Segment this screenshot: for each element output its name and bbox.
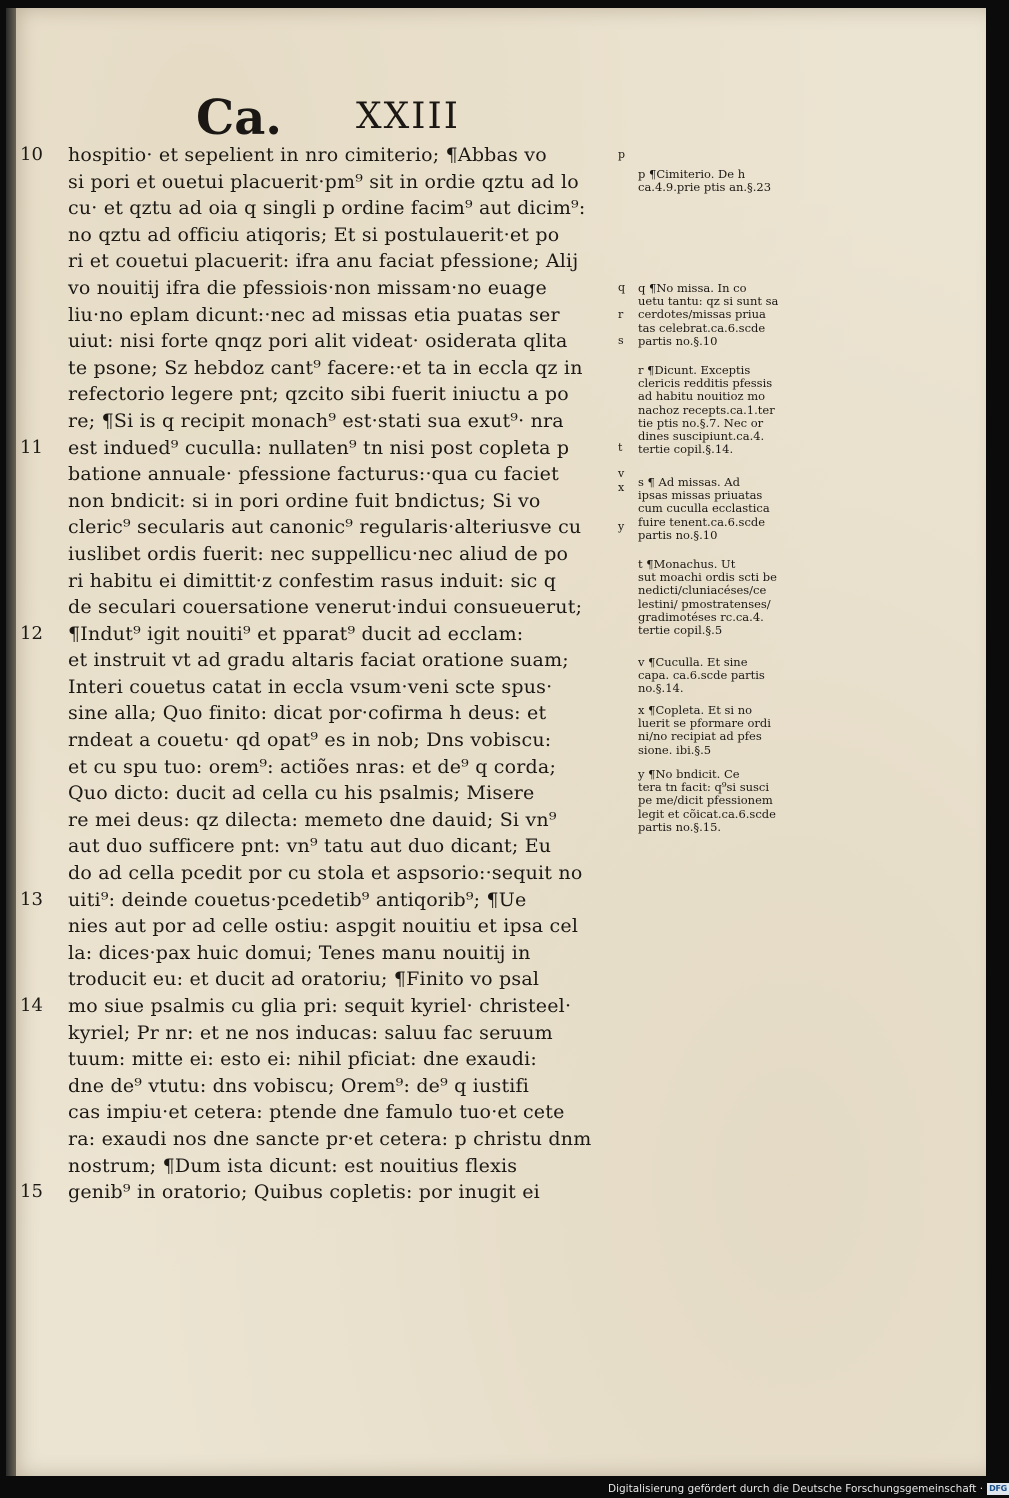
margin-number: 12	[20, 622, 43, 644]
text-line: no qztu ad officiu atiqoris; Et si postulauerit·et po	[68, 223, 560, 246]
annotation-line: v ¶Cuculla. Et sine	[638, 655, 748, 669]
text-line: vo nouitij ifra die pfessiois·non missam·no euage	[68, 276, 547, 299]
page-gutter	[6, 8, 16, 1476]
annotation-line: nachoz recepts.ca.1.ter	[638, 402, 775, 417]
footnote-marker: y	[618, 520, 625, 534]
text-line: de seculari couersatione venerut·indui consueuerut;	[68, 596, 583, 619]
text-line: rndeat a couetu· qd opat⁹ es in nob; Dns vobiscu:	[68, 729, 552, 752]
dfg-logo: DFG	[987, 1483, 1009, 1495]
annotation-line: uetu tantu: qz si sunt sa	[638, 294, 779, 309]
annotation-line: sut moachi ordis scti be	[638, 570, 777, 585]
footnote-marker: t	[618, 440, 623, 454]
annotation-line: lestini/ pmostratenses/	[638, 596, 771, 611]
text-line: la: dices·pax huic domui; Tenes manu nouitij in	[68, 941, 531, 964]
text-line: hospitio· et sepelient in nro cimiterio; ¶Abbas vo	[68, 144, 547, 166]
annotation-line: capa. ca.6.scde partis	[638, 668, 765, 683]
text-line: ri habitu ei dimittit·z confestim rasus induit: sic q	[68, 569, 557, 592]
annotation-line: sione. ibi.§.5	[638, 742, 712, 757]
margin-number: 11	[20, 436, 43, 458]
footer-text: Digitalisierung gefördert durch die Deutsche Forschungsgemeinschaft ·	[608, 1483, 984, 1495]
annotation-line: p ¶Cimiterio. De h	[638, 167, 746, 181]
margin-number: 15	[20, 1181, 43, 1203]
text-line: aut duo sufficere pnt: vn⁹ tatu aut duo dicant; Eu	[68, 835, 552, 858]
text-line: iuslibet ordis fuerit: nec suppellicu·nec aliud de po	[68, 542, 569, 565]
chapter-number: XXIII	[356, 96, 460, 137]
text-line: ¶Indut⁹ igit nouiti⁹ et pparat⁹ ducit ad ecclam:	[68, 622, 524, 645]
annotation-line: clericis redditis pfessis	[638, 376, 773, 391]
annotation-line: tie ptis no.§.7. Nec or	[638, 415, 764, 430]
text-line: troducit eu: et ducit ad oratoriu; ¶Finito vo psal	[68, 968, 540, 991]
text-line: re; ¶Si is q recipit monach⁹ est·stati sua exut⁹· nra	[68, 409, 564, 432]
text-line: Interi couetus catat in eccla vsum·veni scte spus·	[68, 675, 553, 698]
main-text-column	[68, 142, 628, 1206]
footnote-marker: q	[618, 281, 626, 294]
annotation-line: partis no.§.15.	[638, 819, 722, 834]
text-line: cas impiu·et cetera: ptende dne famulo tuo·et cete	[68, 1101, 565, 1124]
text-line: cleric⁹ secularis aut canonic⁹ regularis·alteriusve cu	[68, 516, 582, 539]
annotation-line: partis no.§.10	[638, 527, 718, 542]
text-line: re mei deus: qz dilecta: memeto dne dauid; Si vn⁹	[68, 808, 557, 831]
annotation-line: gradimotéses rc.ca.4.	[638, 609, 764, 624]
footnote-marker: v	[618, 467, 625, 481]
text-line: kyriel; Pr nr: et ne nos inducas: saluu fac seruum	[68, 1021, 553, 1044]
annotation-block	[638, 704, 818, 757]
annotation-line: no.§.14.	[638, 681, 684, 696]
text-line: tuum: mitte ei: esto ei: nihil pficiat: dne exaudi:	[68, 1048, 538, 1071]
annotation-line: partis no.§.10	[638, 333, 718, 348]
annotation-line: legit et cõicat.ca.6.scde	[638, 806, 776, 821]
text-line: batione annuale· pfessione facturus:·qua cu faciet	[68, 463, 559, 486]
annotation-line: q ¶No missa. In co	[638, 281, 747, 295]
text-line: Quo dicto: ducit ad cella cu his psalmis; Misere	[68, 782, 535, 805]
text-line: et cu spu tuo: orem⁹: actiões nras: et de⁹ q corda;	[68, 755, 557, 778]
annotation-line: tertie copil.§.14.	[638, 442, 734, 457]
chapter-header	[196, 90, 496, 150]
annotation-line: luerit se pformare ordi	[638, 716, 771, 731]
text-line: do ad cella pcedit por cu stola et aspsorio:·sequit no	[68, 862, 583, 885]
text-line: sine alla; Quo finito: dicat por·cofirma h deus: et	[68, 702, 547, 725]
annotation-line: pe me/dicit pfessionem	[638, 793, 773, 808]
annotation-line: cerdotes/missas priua	[638, 307, 766, 322]
annotation-line: x ¶Copleta. Et si no	[638, 703, 753, 717]
margin-number: 14	[20, 995, 43, 1017]
text-line: ri et couetui placuerit: ifra anu faciat pfessione; Alij	[68, 250, 579, 273]
annotation-line: ipsas missas priuatas	[638, 488, 763, 503]
text-line: non bndicit: si in pori ordine fuit bndictus; Si vo	[68, 489, 541, 512]
text-line: si pori et ouetui placuerit·pm⁹ sit in ordie qztu ad lo	[68, 170, 579, 193]
text-line: est indued⁹ cuculla: nullaten⁹ tn nisi post copleta p	[68, 436, 570, 459]
annotation-block	[638, 768, 818, 834]
footnote-marker: r	[618, 307, 624, 321]
annotation-line: nedicti/cluniacéses/ce	[638, 583, 767, 598]
text-line: nostrum; ¶Dum ista dicunt: est nouitius flexis	[68, 1154, 518, 1177]
annotation-line: tas celebrat.ca.6.scde	[638, 320, 766, 335]
text-line: liu·no eplam dicunt:·nec ad missas etia puatas ser	[68, 303, 560, 326]
annotation-block	[638, 656, 818, 696]
footnote-marker: x	[618, 481, 625, 495]
annotation-line: ni/no recipiat ad pfes	[638, 729, 762, 744]
text-line: et instruit vt ad gradu altaris faciat oratione suam;	[68, 649, 569, 672]
annotation-block	[638, 558, 818, 637]
margin-number: 10	[20, 144, 43, 165]
annotation-line: ad habitu nouitioz mo	[638, 389, 766, 404]
annotation-line: ca.4.9.prie ptis an.§.23	[638, 180, 772, 195]
annotation-line: y ¶No bndicit. Ce	[638, 767, 740, 781]
text-line: uiti⁹: deinde couetus·pcedetib⁹ antiqorib⁹; ¶Ue	[68, 888, 527, 911]
text-line: ra: exaudi nos dne sancte pr·et cetera: p christu dnm	[68, 1127, 592, 1150]
annotation-line: t ¶Monachus. Ut	[638, 557, 736, 571]
footnote-marker: s	[618, 334, 624, 348]
annotation-line: tertie copil.§.5	[638, 623, 723, 638]
book-page	[6, 8, 986, 1476]
annotation-line: fuire tenent.ca.6.scde	[638, 514, 766, 529]
text-line: te psone; Sz hebdoz cant⁹ facere:·et ta in eccla qz in	[68, 356, 583, 379]
footer-credit	[608, 1482, 1009, 1496]
text-line: mo siue psalmis cu glia pri: sequit kyriel· christeel·	[68, 995, 572, 1017]
text-line: uiut: nisi forte qnqz pori alit videat· osiderata qlita	[68, 330, 568, 353]
annotation-block	[638, 282, 818, 348]
annotation-block	[638, 168, 818, 194]
annotation-block	[638, 364, 818, 456]
text-line: cu· et qztu ad oia q singli p ordine facim⁹ aut dicim⁹:	[68, 197, 586, 220]
annotation-line: cum cuculla ecclastica	[638, 501, 770, 516]
annotation-line: tera tn facit: q⁹si susci	[638, 780, 770, 795]
annotation-line: r ¶Dicunt. Exceptis	[638, 363, 751, 377]
text-line: refectorio legere pnt; qzcito sibi fuerit iniuctu a po	[68, 383, 569, 406]
text-line: genib⁹ in oratorio; Quibus copletis: por inugit ei	[68, 1181, 540, 1204]
annotation-line: s ¶ Ad missas. Ad	[638, 475, 740, 489]
footnote-marker: p	[618, 148, 626, 161]
annotation-line: dines suscipiunt.ca.4.	[638, 429, 765, 444]
chapter-label: Ca.	[196, 90, 283, 146]
text-line: dne de⁹ vtutu: dns vobiscu; Orem⁹: de⁹ q iustifi	[68, 1074, 530, 1097]
annotation-block	[638, 476, 818, 542]
text-line: nies aut por ad celle ostiu: aspgit nouitiu et ipsa cel	[68, 915, 579, 938]
margin-number: 13	[20, 888, 43, 910]
